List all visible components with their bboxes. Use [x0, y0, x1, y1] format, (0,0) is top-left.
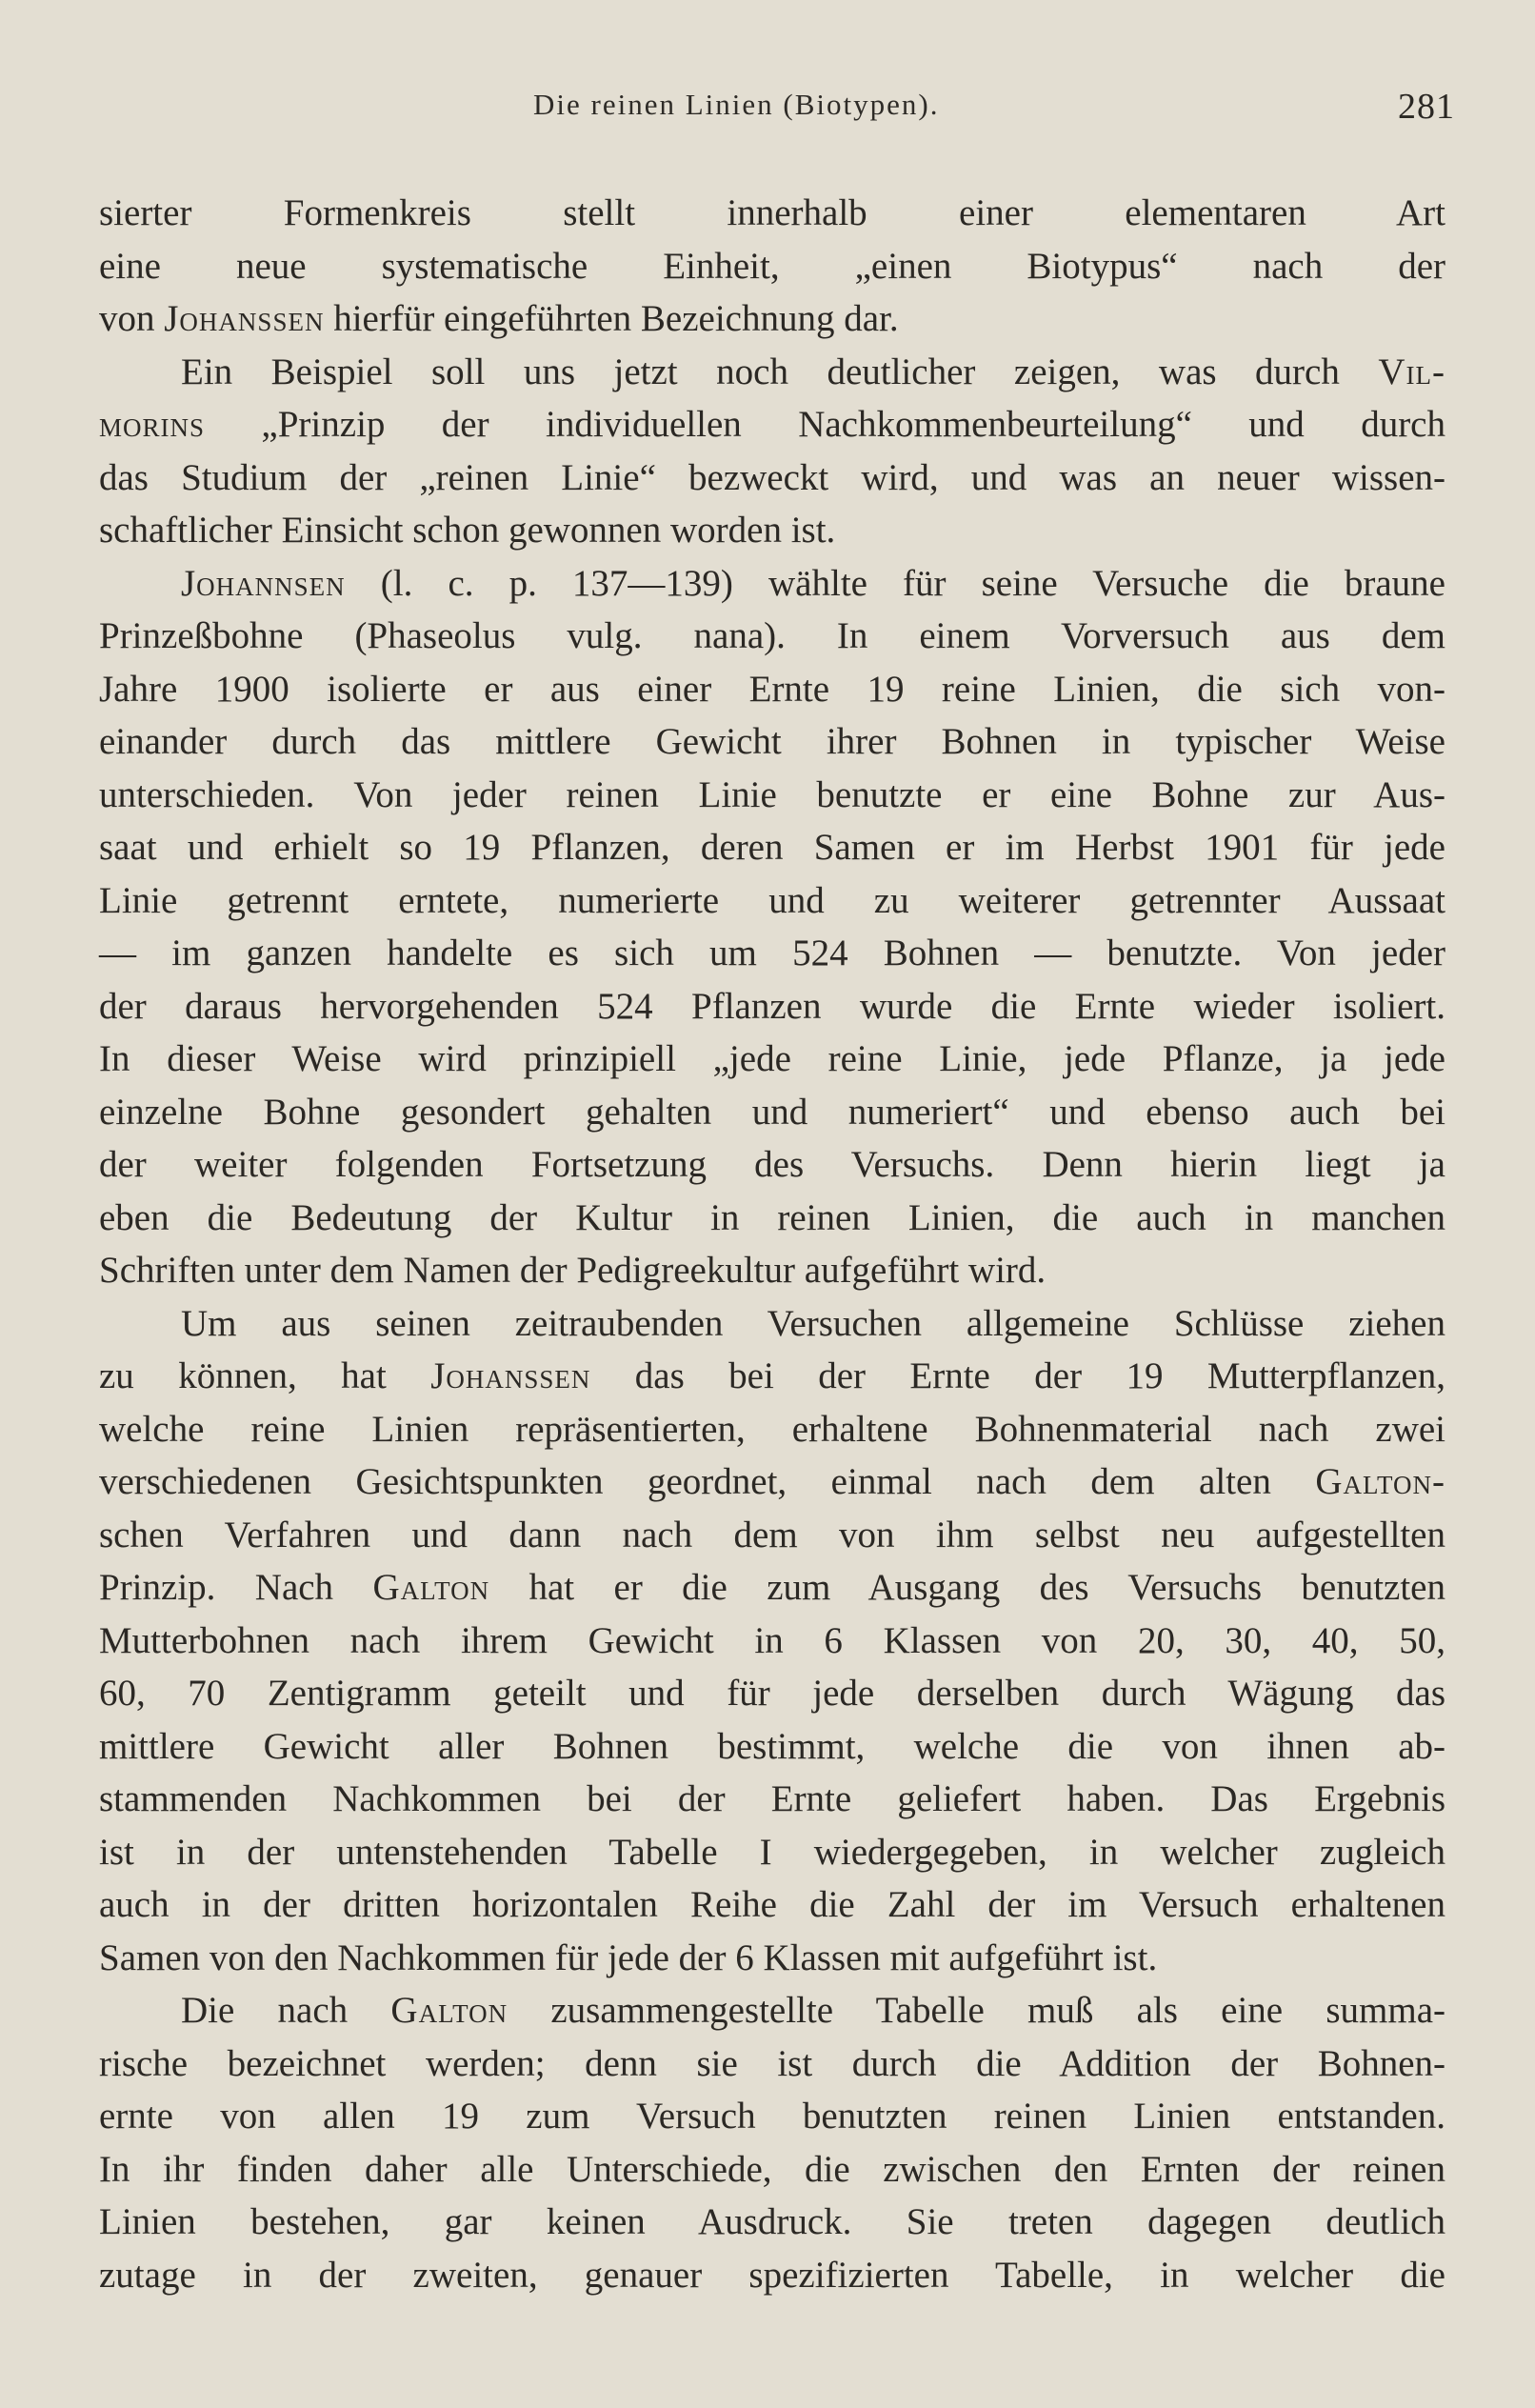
text-segment: der weiter folgenden Fortsetzung des Versuchs. Denn hierin liegt ja [99, 1144, 1445, 1185]
author-name: Galton- [1315, 1461, 1445, 1502]
body-text [99, 187, 1445, 2301]
text-segment: einander durch das mittlere Gewicht ihrer Bohnen in typischer Weise [99, 721, 1445, 762]
text-line [99, 874, 1445, 928]
text-line [99, 1720, 1445, 1774]
author-name: Johanssen [430, 1355, 591, 1396]
text-segment: Samen von den Nachkommen für jede der 6 Klassen mit aufgeführt ist. [99, 1936, 1158, 1978]
text-segment: hierfür eingeführten Bezeichnung dar. [324, 298, 899, 339]
text-line [99, 1455, 1445, 1509]
page-number: 281 [1398, 87, 1455, 127]
text-line [99, 1984, 1445, 2037]
text-line [99, 821, 1445, 874]
text-line [99, 1403, 1445, 1456]
text-line [99, 1615, 1445, 1668]
text-segment: Mutterbohnen nach ihrem Gewicht in 6 Klassen von 20, 30, 40, 50, [99, 1619, 1445, 1661]
text-line [99, 1826, 1445, 1879]
text-line [99, 1192, 1445, 1245]
text-segment: das bei der Ernte der 19 Mutterpflanzen, [590, 1355, 1445, 1396]
text-line [99, 452, 1445, 505]
text-line [99, 346, 1445, 399]
text-segment: hat er die zum Ausgang des Versuchs benutzten [489, 1567, 1445, 1608]
text-segment: Die nach [181, 1990, 391, 2031]
text-line [99, 2090, 1445, 2143]
text-segment: 60, 70 Zentigramm geteilt und für jede derselben durch Wägung das [99, 1673, 1445, 1714]
text-segment: schen Verfahren und dann nach dem von ihm selbst neu aufgestellten [99, 1514, 1445, 1555]
text-line [99, 2249, 1445, 2302]
text-line [99, 1086, 1445, 1139]
text-segment: Um aus seinen zeitraubenden Versuchen allgemeine Schlüsse ziehen [181, 1302, 1445, 1344]
author-name: Johanssen [164, 298, 325, 339]
text-segment: Linien bestehen, gar keinen Ausdruck. Sie treten dagegen deutlich [99, 2201, 1445, 2242]
text-line [99, 980, 1445, 1033]
text-segment: der daraus hervorgehenden 524 Pflanzen wurde die Ernte wieder isoliert. [99, 985, 1445, 1027]
text-segment: ernte von allen 19 zum Versuch benutzten reinen Linien entstanden. [99, 2096, 1445, 2137]
text-line [99, 1878, 1445, 1932]
text-line [99, 715, 1445, 769]
text-segment: zu können, hat [99, 1355, 431, 1396]
text-line [99, 663, 1445, 716]
text-segment: rische bezeichnet werden; denn sie ist durch die Addition der Bohnen- [99, 2042, 1445, 2084]
text-segment: eben die Bedeutung der Kultur in reinen Linien, die auch in manchen [99, 1196, 1445, 1238]
text-line [99, 1033, 1445, 1086]
text-line [99, 1932, 1445, 1985]
text-line [99, 2037, 1445, 2091]
text-segment: das Studium der „reinen Linie“ bezweckt wird, und was an neuer wissen- [99, 456, 1445, 498]
text-segment: von [99, 298, 165, 339]
text-segment: eine neue systematische Einheit, „einen Biotypus“ nach der [99, 245, 1445, 287]
text-segment: zusammengestellte Tabelle muß als eine summa- [508, 1990, 1445, 2031]
text-segment: In dieser Weise wird prinzipiell „jede reine Linie, jede Pflanze, ja jede [99, 1038, 1445, 1079]
text-line [99, 1667, 1445, 1720]
text-segment: Prinzeßbohne (Phaseolus vulg. nana). In einem Vorversuch aus dem [99, 615, 1445, 656]
text-line [99, 610, 1445, 663]
author-name: Vil- [1378, 351, 1445, 392]
text-line [99, 2143, 1445, 2197]
text-line [99, 1138, 1445, 1192]
text-line [99, 927, 1445, 980]
author-name: Johannsen [181, 562, 346, 604]
text-segment: Linie getrennt erntete, numerierte und zu weiterer getrennter Aussaat [99, 879, 1445, 921]
text-segment: schaftlicher Einsicht schon gewonnen worden ist. [99, 510, 836, 551]
text-line [99, 1244, 1445, 1297]
text-line [99, 292, 1445, 346]
text-line [99, 1350, 1445, 1403]
text-segment: einzelne Bohne gesondert gehalten und numeriert“ und ebenso auch bei [99, 1091, 1445, 1133]
text-segment: auch in der dritten horizontalen Reihe die Zahl der im Versuch erhaltenen [99, 1884, 1445, 1925]
text-segment: stammenden Nachkommen bei der Ernte geliefert haben. Das Ergebnis [99, 1778, 1445, 1819]
text-line [99, 1773, 1445, 1826]
author-name: morins [99, 404, 206, 445]
author-name: Galton [372, 1567, 490, 1608]
text-segment: Schriften unter dem Namen der Pedigreekultur aufgeführt wird. [99, 1250, 1047, 1291]
text-line [99, 769, 1445, 822]
text-line [99, 240, 1445, 293]
text-segment: Ein Beispiel soll uns jetzt noch deutlicher zeigen, was durch [181, 351, 1379, 392]
text-segment: Prinzip. Nach [99, 1567, 373, 1608]
text-segment: welche reine Linien repräsentierten, erhaltene Bohnenmaterial nach zwei [99, 1408, 1445, 1450]
author-name: Galton [390, 1990, 508, 2031]
running-head [0, 88, 1535, 135]
text-line [99, 2196, 1445, 2249]
text-line [99, 1297, 1445, 1351]
text-line [99, 1561, 1445, 1615]
text-segment: sierter Formenkreis stellt innerhalb einer elementaren Art [99, 192, 1445, 233]
text-segment: ist in der untenstehenden Tabelle I wiedergegeben, in welcher zugleich [99, 1831, 1445, 1873]
text-line [99, 1509, 1445, 1562]
text-line [99, 187, 1445, 240]
text-segment: „Prinzip der individuellen Nachkommenbeurteilung“ und durch [205, 404, 1445, 445]
text-segment: zutage in der zweiten, genauer spezifizierten Tabelle, in welcher die [99, 2254, 1445, 2296]
text-line [99, 557, 1445, 611]
text-segment: saat und erhielt so 19 Pflanzen, deren Samen er im Herbst 1901 für jede [99, 827, 1445, 868]
text-line [99, 504, 1445, 557]
text-segment: verschiedenen Gesichtspunkten geordnet, einmal nach dem alten [99, 1461, 1316, 1502]
text-segment: In ihr finden daher alle Unterschiede, die zwischen den Ernten der reinen [99, 2148, 1445, 2190]
text-segment: (l. c. p. 137—139) wählte für seine Versuche die braune [345, 562, 1445, 604]
running-title: Die reinen Linien (Biotypen). [533, 88, 940, 121]
text-segment: unterschieden. Von jeder reinen Linie benutzte er eine Bohne zur Aus- [99, 773, 1445, 815]
text-line [99, 398, 1445, 452]
text-segment: Jahre 1900 isolierte er aus einer Ernte 19 reine Linien, die sich von- [99, 668, 1445, 710]
text-segment: — im ganzen handelte es sich um 524 Bohnen — benutzte. Von jeder [99, 933, 1445, 973]
text-segment: mittlere Gewicht aller Bohnen bestimmt, welche die von ihnen ab- [99, 1725, 1445, 1767]
